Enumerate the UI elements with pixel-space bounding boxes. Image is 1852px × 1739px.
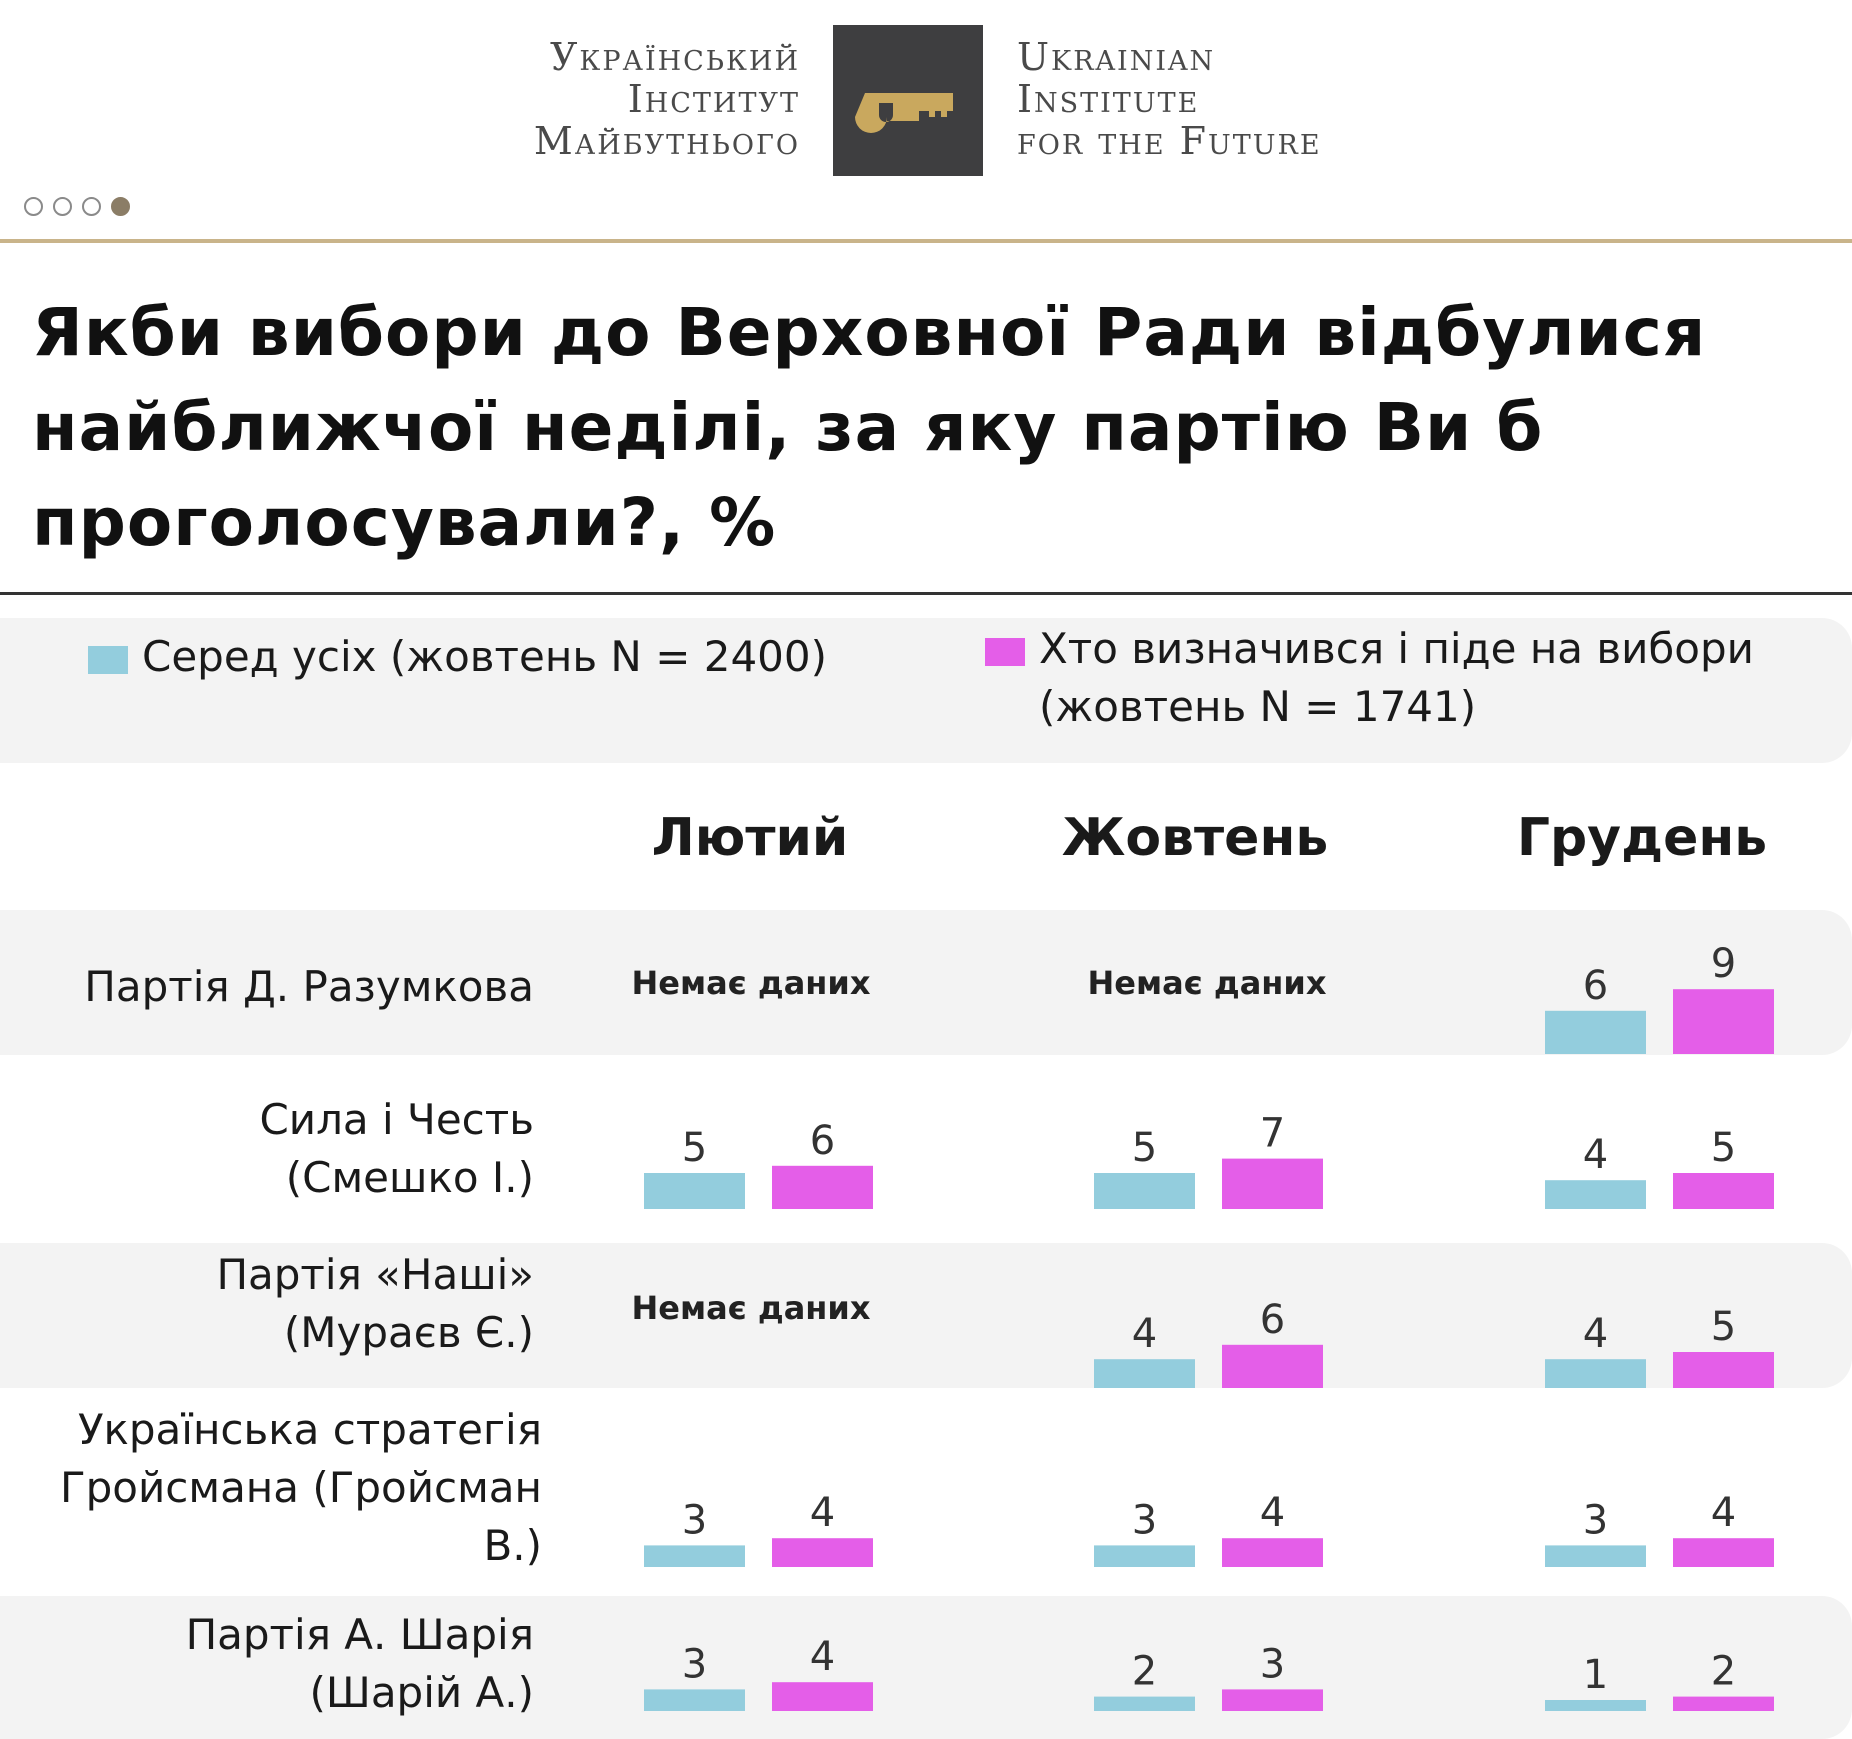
no-data-label: Немає даних (1087, 964, 1327, 1002)
bar-decided (1673, 989, 1774, 1054)
party-label: Партія Д. Разумкова (84, 962, 534, 1011)
party-label: Українська стратегія Гройсмана (Гройсман В.) (60, 1405, 542, 1570)
bar-value-label: 6 (809, 1117, 836, 1164)
org-name-line: Ukrainian (1017, 35, 1216, 79)
bar-value-label: 4 (809, 1490, 836, 1537)
bar-all (1094, 1173, 1195, 1209)
bar-value-label: 7 (1259, 1110, 1286, 1157)
bar-value-label: 9 (1710, 941, 1737, 988)
org-name-line: Інститут (627, 77, 800, 121)
org-name-line: Institute (1017, 77, 1200, 121)
bar-all (1545, 1011, 1646, 1054)
bar-value-label: 4 (1131, 1311, 1158, 1358)
bar-value-label: 5 (1131, 1125, 1158, 1171)
bar-value-label: 3 (681, 1497, 708, 1544)
bar-value-label: 3 (681, 1641, 708, 1688)
bar-all (644, 1173, 745, 1209)
bar-value-label: 4 (1582, 1311, 1609, 1358)
org-name-line: Майбутнього (533, 119, 800, 163)
bar-decided (1222, 1159, 1323, 1209)
party-label: Сила і Честь (Смешко І.) (259, 1095, 534, 1202)
bar-all (1545, 1359, 1646, 1388)
bar-decided (1673, 1538, 1774, 1567)
legend-label: Серед усіх (жовтень N = 2400) (142, 632, 828, 681)
bar-value-label: 4 (809, 1634, 836, 1681)
no-data-label: Немає даних (631, 964, 871, 1002)
bar-value-label: 4 (1710, 1490, 1737, 1537)
bar-value-label: 3 (1131, 1497, 1158, 1544)
bar-decided (1673, 1352, 1774, 1388)
bar-value-label: 2 (1131, 1648, 1158, 1695)
bar-decided (1222, 1538, 1323, 1567)
bar-value-label: 3 (1582, 1497, 1609, 1544)
org-name-line: Український (549, 35, 800, 79)
chart-title: Якби вибори до Верховної Ради відбулися найближчої неділі, за яку партію Ви б проголосували?, % (32, 294, 1707, 561)
period-header: Жовтень (1061, 808, 1329, 868)
bar-decided (1673, 1173, 1774, 1209)
bar-value-label: 4 (1259, 1490, 1286, 1537)
bar-value-label: 6 (1259, 1296, 1286, 1343)
bar-decided (772, 1538, 873, 1567)
org-name-line: for the Future (1017, 119, 1322, 163)
bar-all (1545, 1545, 1646, 1567)
bar-all (1545, 1180, 1646, 1209)
no-data-label: Немає даних (631, 1289, 871, 1327)
bar-value-label: 2 (1710, 1648, 1737, 1695)
bar-value-label: 5 (1710, 1125, 1737, 1171)
bar-value-label: 3 (1259, 1641, 1286, 1688)
bar-decided (772, 1166, 873, 1209)
bar-all (1094, 1545, 1195, 1567)
bar-value-label: 4 (1582, 1132, 1609, 1179)
bar-value-label: 6 (1582, 962, 1609, 1009)
period-header: Лютий (651, 808, 849, 868)
bar-all (644, 1689, 745, 1711)
legend-label: Хто визначився і піде на вибори (жовтень N = 1741) (1039, 624, 1754, 731)
bar-all (1094, 1359, 1195, 1388)
bar-decided (772, 1682, 873, 1711)
bar-all (644, 1545, 745, 1567)
bar-decided (1673, 1697, 1774, 1711)
bar-all (1094, 1697, 1195, 1711)
bar-decided (1222, 1345, 1323, 1388)
party-label: Партія А. Шарія (Шарій А.) (185, 1610, 534, 1717)
bar-value-label: 5 (681, 1125, 708, 1171)
bar-all (1545, 1700, 1646, 1711)
bar-value-label: 1 (1582, 1652, 1609, 1698)
bar-decided (1222, 1689, 1323, 1711)
period-header: Грудень (1516, 808, 1768, 868)
party-label: Партія «Наші» (Мураєв Є.) (216, 1250, 534, 1357)
bar-value-label: 5 (1710, 1304, 1737, 1350)
